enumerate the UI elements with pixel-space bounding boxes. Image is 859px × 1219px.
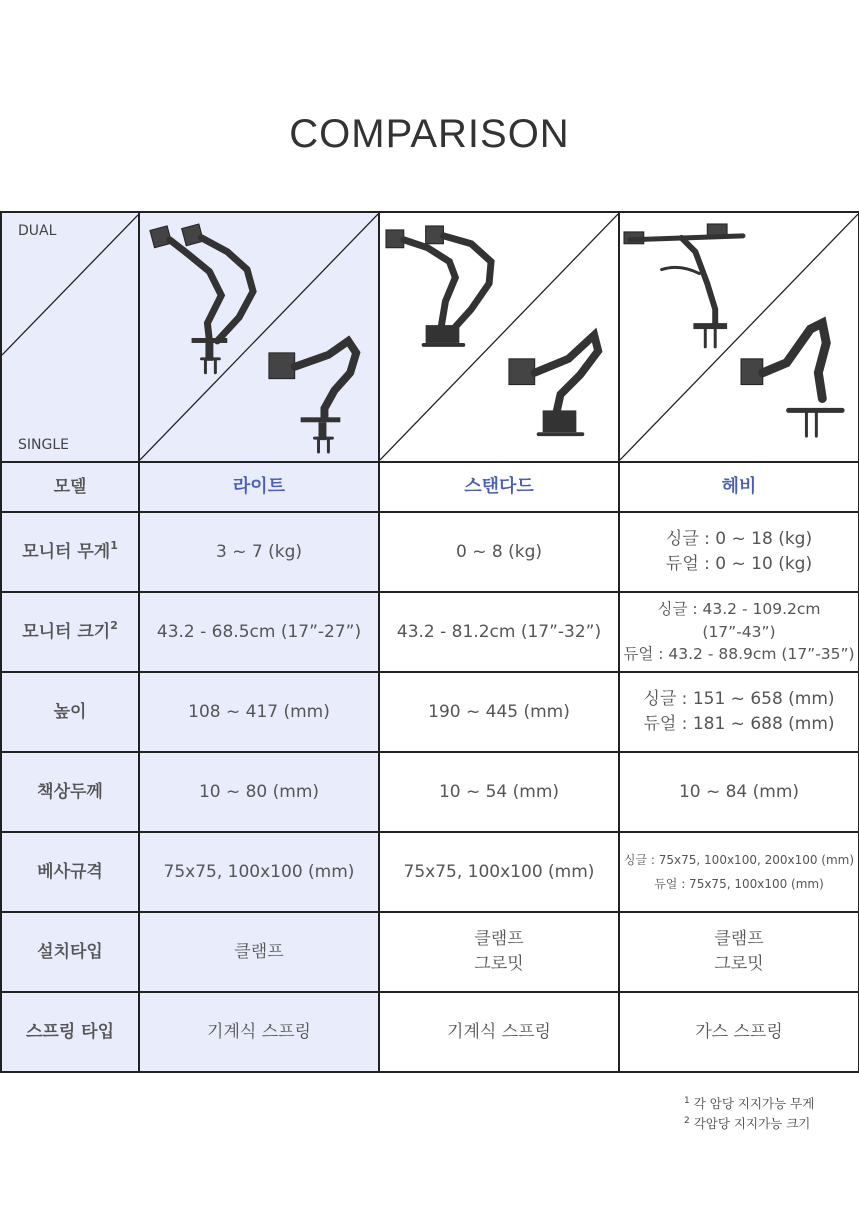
spec-value-line: 43.2 - 81.2cm (17”-32”) xyxy=(396,621,602,642)
spec-value-line: 0 ~ 8 (kg) xyxy=(456,541,542,562)
lite-image-cell xyxy=(139,212,379,462)
spec-value-standard xyxy=(379,832,619,912)
spec-value-lite xyxy=(139,672,379,752)
dual-monitor-arm-icon xyxy=(386,226,491,345)
model-name: 헤비 xyxy=(721,475,757,497)
spec-row xyxy=(1,832,859,912)
footnote-marker: 1 xyxy=(110,538,118,552)
spec-value-heavy xyxy=(619,752,859,832)
spec-value-line: 클램프 xyxy=(714,929,764,950)
spec-value-line: 싱글 : 0 ~ 18 (kg) xyxy=(665,529,813,550)
single-monitor-arm-icon xyxy=(741,323,842,436)
spec-value-lite xyxy=(139,832,379,912)
spec-value-standard xyxy=(379,752,619,832)
footnote-2: $^2$ 각암당 지지가능 크기 xyxy=(684,1116,811,1131)
page-title: COMPARISON xyxy=(289,112,570,156)
spec-value-lite xyxy=(139,752,379,832)
dual-label: DUAL xyxy=(18,223,57,239)
model-lite xyxy=(139,462,379,512)
spec-value-line: 75x75, 100x100 (mm) xyxy=(403,861,595,882)
model-heavy xyxy=(619,462,859,512)
row-label-text: 설치타입 xyxy=(37,941,103,962)
spec-value-line: 3 ~ 7 (kg) xyxy=(216,541,302,562)
row-label xyxy=(1,752,139,832)
heavy-image-cell xyxy=(619,212,859,462)
spec-value-line: 190 ~ 445 (mm) xyxy=(428,701,570,722)
standard-product-images xyxy=(380,213,618,461)
spec-value-line: 듀얼 : 0 ~ 10 (kg) xyxy=(665,554,813,574)
spec-value-heavy xyxy=(619,992,859,1072)
heavy-product-images xyxy=(620,213,858,461)
row-label-text: 책상두께 xyxy=(37,781,103,802)
spec-value-line: 가스 스프링 xyxy=(695,1021,783,1042)
footnotes xyxy=(684,1094,814,1134)
spec-value-line: 싱글 : 43.2 - 109.2cm (17”-43”) xyxy=(657,600,821,641)
row-label xyxy=(1,512,139,592)
spec-value-line: 기계식 스프링 xyxy=(447,1021,551,1042)
row-label-text: 높이 xyxy=(53,701,87,722)
spec-value-line: 싱글 : 75x75, 100x100, 200x100 (mm) xyxy=(623,853,855,867)
model-row xyxy=(1,462,859,512)
row-label xyxy=(1,592,139,672)
spec-value-heavy xyxy=(619,912,859,992)
spec-value-lite xyxy=(139,512,379,592)
corner-divider xyxy=(2,213,138,461)
footnote-1: $^1$ 각 암당 지지가능 무게 xyxy=(684,1096,815,1111)
row-label xyxy=(1,832,139,912)
row-label-text: 스프링 타입 xyxy=(25,1021,115,1042)
single-label: SINGLE xyxy=(18,436,69,453)
row-label xyxy=(1,912,139,992)
spec-value-standard xyxy=(379,512,619,592)
row-label-text: 모니터 무게 xyxy=(22,541,111,562)
spec-value-standard xyxy=(379,912,619,992)
spec-value-line: 그로밋 xyxy=(474,954,524,974)
single-monitor-arm-icon xyxy=(509,335,598,434)
spec-value-line: 10 ~ 80 (mm) xyxy=(198,781,320,802)
spec-value-line: 싱글 : 151 ~ 658 (mm) xyxy=(643,689,835,710)
spec-row xyxy=(1,512,859,592)
model-name: 라이트 xyxy=(232,475,286,497)
lite-product-images xyxy=(140,213,378,461)
spec-value-standard xyxy=(379,992,619,1072)
dual-monitor-arm-icon xyxy=(150,224,253,373)
spec-value-line: 듀얼 : 181 ~ 688 (mm) xyxy=(643,714,835,734)
spec-row xyxy=(1,912,859,992)
spec-value-lite xyxy=(139,992,379,1072)
model-standard xyxy=(379,462,619,512)
row-label xyxy=(1,672,139,752)
spec-value-line: 듀얼 : 75x75, 100x100 (mm) xyxy=(654,877,824,891)
spec-value-line: 기계식 스프링 xyxy=(207,1021,311,1042)
spec-value-standard xyxy=(379,592,619,672)
spec-value-line: 43.2 - 68.5cm (17”-27”) xyxy=(156,621,362,642)
row-label-text: 모니터 크기 xyxy=(22,621,111,642)
dual-monitor-bar-arm-icon xyxy=(624,224,743,347)
spec-value-line: 클램프 xyxy=(474,929,524,950)
spec-value-heavy xyxy=(619,672,859,752)
footnote-marker: 2 xyxy=(110,618,118,632)
single-monitor-arm-icon xyxy=(269,341,356,452)
spec-value-lite xyxy=(139,912,379,992)
spec-value-line: 그로밋 xyxy=(714,954,764,974)
row-label xyxy=(1,992,139,1072)
spec-value-line: 듀얼 : 43.2 - 88.9cm (17”-35”) xyxy=(623,645,855,664)
spec-value-heavy xyxy=(619,832,859,912)
spec-value-line: 75x75, 100x100 (mm) xyxy=(163,861,355,882)
spec-row xyxy=(1,672,859,752)
spec-row xyxy=(1,752,859,832)
spec-value-line: 클램프 xyxy=(234,941,284,962)
comparison-table xyxy=(0,211,859,1073)
row-label-model: 모델 xyxy=(1,462,139,512)
spec-value-heavy xyxy=(619,512,859,592)
dual-single-corner-cell xyxy=(1,212,139,462)
spec-row xyxy=(1,992,859,1072)
spec-value-line: 108 ~ 417 (mm) xyxy=(188,701,330,722)
spec-row xyxy=(1,592,859,672)
spec-value-standard xyxy=(379,672,619,752)
image-row xyxy=(1,212,859,462)
spec-value-line: 10 ~ 84 (mm) xyxy=(678,781,800,802)
spec-value-lite xyxy=(139,592,379,672)
standard-image-cell xyxy=(379,212,619,462)
spec-value-heavy xyxy=(619,592,859,672)
model-name: 스탠다드 xyxy=(464,475,534,497)
row-label-text: 베사규격 xyxy=(37,861,103,882)
spec-value-line: 10 ~ 54 (mm) xyxy=(438,781,560,802)
